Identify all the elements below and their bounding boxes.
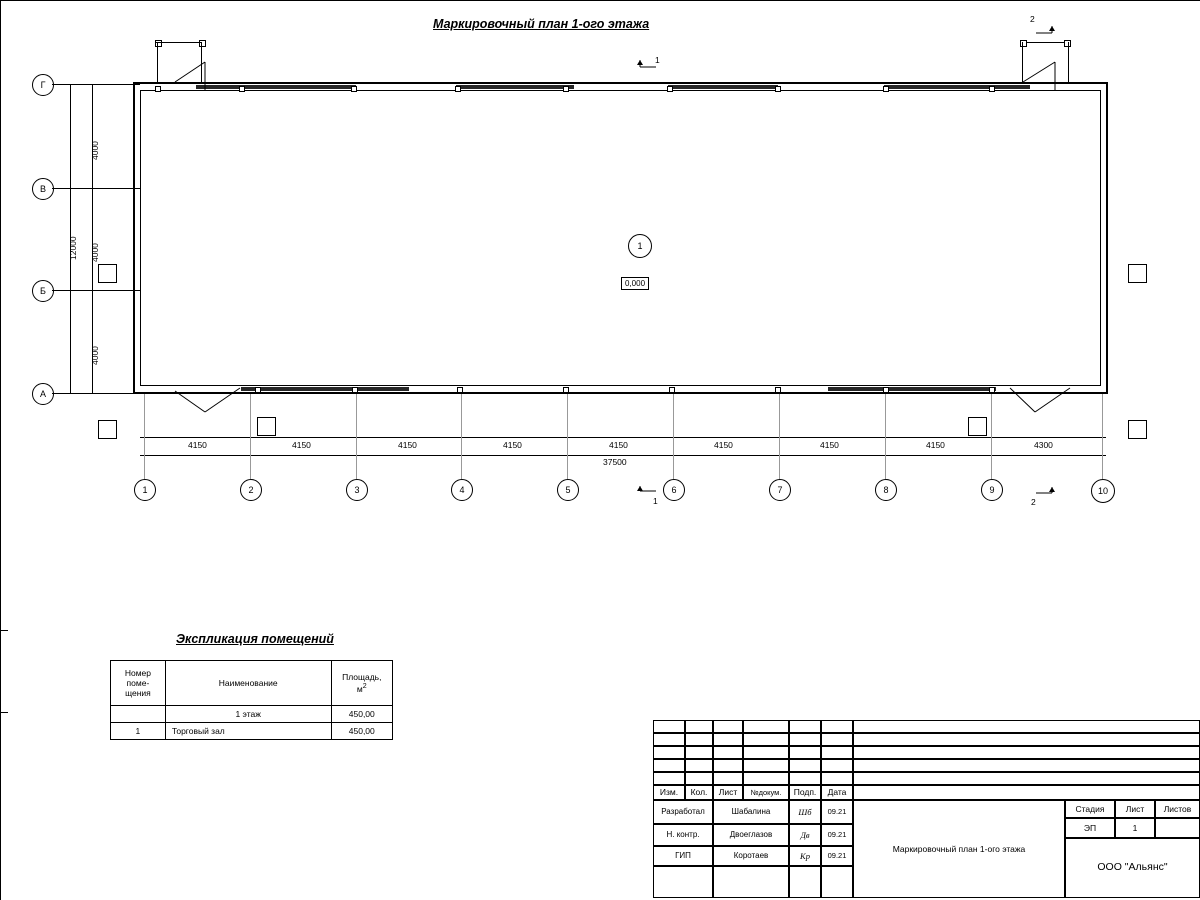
stamp-empty xyxy=(789,759,821,772)
stamp-sheets-value xyxy=(1155,818,1200,838)
section-mark-2-top xyxy=(1030,18,1070,42)
stamp-empty xyxy=(821,733,853,746)
foundation-mark-bl xyxy=(98,420,117,439)
stamp-empty xyxy=(853,772,1200,785)
axis-bubble-8: 8 xyxy=(875,479,897,501)
axis-bubble-g: Г xyxy=(32,74,54,96)
row-area: 450,00 xyxy=(331,706,392,723)
stamp-empty xyxy=(713,759,743,772)
stamp-empty xyxy=(713,866,789,898)
header-num-l2: поме- xyxy=(126,678,150,688)
stamp-stage-label: Стадия xyxy=(1065,800,1115,818)
stamp-empty xyxy=(853,733,1200,746)
stamp-empty xyxy=(821,759,853,772)
stamp-empty xyxy=(653,733,685,746)
stamp-empty xyxy=(821,772,853,785)
section-mark-2-bottom xyxy=(1030,485,1070,509)
axis-ext-8 xyxy=(885,394,886,479)
vdim-3: 4000 xyxy=(90,346,100,365)
hdim-total: 37500 xyxy=(603,457,627,467)
stamp-empty xyxy=(743,733,789,746)
dim-chain-h-total xyxy=(140,455,1106,456)
stamp-empty xyxy=(743,772,789,785)
axis-line-g xyxy=(52,84,140,85)
axis-bubble-9: 9 xyxy=(981,479,1003,501)
axis-line-b xyxy=(52,290,140,291)
section-label-2-top: 2 xyxy=(1030,14,1035,24)
stamp-empty xyxy=(853,785,1200,800)
stamp-empty xyxy=(853,759,1200,772)
explication-header-number xyxy=(111,661,166,706)
axis-ext-4 xyxy=(461,394,462,479)
axis-bubble-b: Б xyxy=(32,280,54,302)
stamp-role-normcontrol: Н. контр. xyxy=(653,824,713,846)
stamp-sheet-value: 1 xyxy=(1115,818,1155,838)
stamp-empty xyxy=(789,746,821,759)
room-number-bubble: 1 xyxy=(628,234,652,258)
stamp-empty xyxy=(821,866,853,898)
header-area-l2 xyxy=(334,682,390,694)
stamp-company: ООО "Альянс" xyxy=(1065,838,1200,898)
stamp-empty xyxy=(743,746,789,759)
axis-ext-6 xyxy=(673,394,674,479)
stamp-date-normcontrol: 09.21 xyxy=(821,824,853,846)
stamp-header-kol: Кол. xyxy=(685,785,713,800)
stamp-header-list: Лист xyxy=(713,785,743,800)
stamp-header-data: Дата xyxy=(821,785,853,800)
foundation-mark-left xyxy=(98,264,117,283)
header-area-unit: м xyxy=(356,683,363,694)
section-mark-1-bottom xyxy=(630,485,670,509)
axis-ext-7 xyxy=(779,394,780,479)
stamp-empty xyxy=(743,720,789,733)
stamp-name-developer: Шабалина xyxy=(713,800,789,824)
axis-bubble-a: А xyxy=(32,383,54,405)
axis-bubble-v: В xyxy=(32,178,54,200)
page-title: Маркировочный план 1-ого этажа xyxy=(433,17,650,31)
axis-line-v xyxy=(52,188,140,189)
foundation-mark-b1 xyxy=(257,417,276,436)
sheet-border-top xyxy=(0,0,1200,1)
stamp-signature-developer: Шб xyxy=(789,800,821,824)
stamp-role-gip: ГИП xyxy=(653,846,713,866)
stamp-empty xyxy=(853,746,1200,759)
header-area-sup: 2 xyxy=(362,682,367,691)
stamp-empty xyxy=(853,720,1200,733)
stamp-empty xyxy=(713,746,743,759)
hdim-5: 4150 xyxy=(609,440,628,450)
stamp-empty xyxy=(821,720,853,733)
axis-ext-10 xyxy=(1102,394,1103,479)
axis-bubble-3: 3 xyxy=(346,479,368,501)
stamp-empty xyxy=(821,746,853,759)
hdim-8: 4150 xyxy=(926,440,945,450)
section-label-2-bottom: 2 xyxy=(1031,497,1036,507)
stamp-empty xyxy=(653,720,685,733)
stamp-empty xyxy=(713,720,743,733)
stamp-empty xyxy=(685,733,713,746)
stamp-sheet-label: Лист xyxy=(1115,800,1155,818)
foundation-mark-right xyxy=(1128,264,1147,283)
hdim-2: 4150 xyxy=(292,440,311,450)
foundation-mark-br xyxy=(1128,420,1147,439)
hdim-7: 4150 xyxy=(820,440,839,450)
stamp-empty xyxy=(713,772,743,785)
vdim-total: 12000 xyxy=(68,236,78,260)
header-area-l1: Площадь, xyxy=(342,672,382,683)
header-num-l3: щения xyxy=(125,688,151,698)
axis-bubble-6: 6 xyxy=(663,479,685,501)
stamp-header-podp: Подп. xyxy=(789,785,821,800)
sheet-fold-mark-2 xyxy=(0,712,8,713)
stamp-signature-gip: Кр xyxy=(789,846,821,866)
stamp-empty xyxy=(713,733,743,746)
stamp-sheet-title: Маркировочный план 1-ого этажа xyxy=(853,800,1065,898)
axis-bubble-1: 1 xyxy=(134,479,156,501)
explication-title: Экспликация помещений xyxy=(176,632,334,646)
vdim-1: 4000 xyxy=(90,141,100,160)
axis-bubble-5: 5 xyxy=(557,479,579,501)
sheet-fold-mark-1 xyxy=(0,630,8,631)
table-row xyxy=(111,723,393,740)
row-name: 1 этаж xyxy=(165,706,331,723)
axis-bubble-7: 7 xyxy=(769,479,791,501)
axis-ext-1 xyxy=(144,394,145,479)
row-number: 1 xyxy=(111,723,166,740)
foundation-mark-b2 xyxy=(968,417,987,436)
stamp-empty xyxy=(789,866,821,898)
stamp-header-ndokum: №докум. xyxy=(743,785,789,800)
stamp-empty xyxy=(685,720,713,733)
stamp-name-gip: Коротаев xyxy=(713,846,789,866)
door-swings xyxy=(130,36,1110,416)
axis-ext-3 xyxy=(356,394,357,479)
hdim-6: 4150 xyxy=(714,440,733,450)
explication-table xyxy=(110,660,393,740)
stamp-date-developer: 09.21 xyxy=(821,800,853,824)
row-name: Торговый зал xyxy=(165,723,331,740)
axis-bubble-10: 10 xyxy=(1091,479,1115,503)
axis-ext-2 xyxy=(250,394,251,479)
explication-header-name: Наименование xyxy=(165,661,331,706)
stamp-empty xyxy=(653,866,713,898)
dim-chain-h-sub xyxy=(140,437,1106,438)
vdim-2: 4000 xyxy=(90,243,100,262)
stamp-header-izm: Изм. xyxy=(653,785,685,800)
hdim-1: 4150 xyxy=(188,440,207,450)
stamp-empty xyxy=(789,720,821,733)
hdim-9: 4300 xyxy=(1034,440,1053,450)
explication-header-area xyxy=(331,661,392,706)
stamp-empty xyxy=(743,759,789,772)
hdim-3: 4150 xyxy=(398,440,417,450)
stamp-date-gip: 09.21 xyxy=(821,846,853,866)
stamp-empty xyxy=(653,746,685,759)
stamp-role-developer: Разработал xyxy=(653,800,713,824)
axis-line-a xyxy=(52,393,140,394)
stamp-empty xyxy=(789,772,821,785)
axis-bubble-4: 4 xyxy=(451,479,473,501)
stamp-empty xyxy=(685,759,713,772)
table-row xyxy=(111,706,393,723)
stamp-empty xyxy=(685,772,713,785)
stamp-empty xyxy=(789,733,821,746)
stamp-signature-normcontrol: Дв xyxy=(789,824,821,846)
title-block xyxy=(653,720,1200,898)
section-label-1-bottom: 1 xyxy=(653,496,658,506)
axis-ext-5 xyxy=(567,394,568,479)
sheet-border-left xyxy=(0,0,1,900)
stamp-empty xyxy=(685,746,713,759)
row-number xyxy=(111,706,166,723)
stamp-sheets-label: Листов xyxy=(1155,800,1200,818)
stamp-name-normcontrol: Двоеглазов xyxy=(713,824,789,846)
row-area: 450,00 xyxy=(331,723,392,740)
stamp-empty xyxy=(653,759,685,772)
hdim-4: 4150 xyxy=(503,440,522,450)
stamp-stage-value: ЭП xyxy=(1065,818,1115,838)
header-num-l1: Номер xyxy=(124,668,151,678)
section-label-1-top: 1 xyxy=(655,55,660,65)
level-mark: 0,000 xyxy=(621,277,649,290)
axis-bubble-2: 2 xyxy=(240,479,262,501)
stamp-empty xyxy=(653,772,685,785)
axis-ext-9 xyxy=(991,394,992,479)
explication-header-row xyxy=(111,661,393,706)
section-mark-1-top xyxy=(630,55,670,75)
